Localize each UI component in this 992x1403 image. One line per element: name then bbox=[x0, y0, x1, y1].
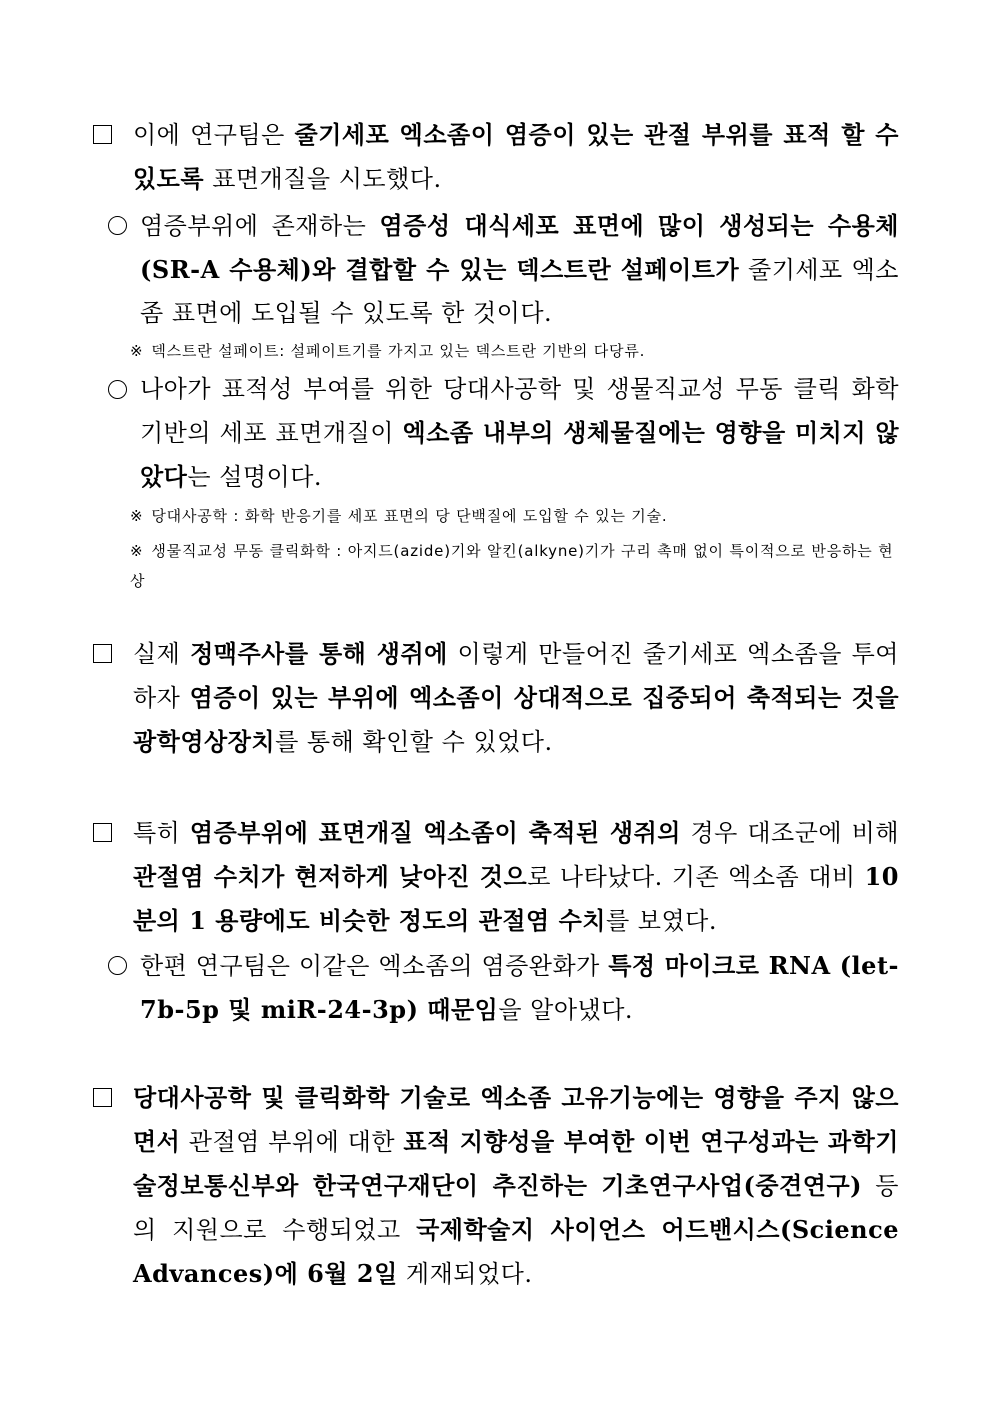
paragraph-3 bbox=[93, 811, 899, 943]
text-run: 경우 대조군에 비해 bbox=[680, 819, 900, 847]
square-bullet-icon bbox=[93, 113, 133, 158]
text-run: 로 나타났다. 기존 엑소좀 대비 bbox=[527, 863, 865, 891]
bold-run: 엑소좀 내부의 생체물질에는 영향을 미치지 않았다 bbox=[140, 418, 899, 491]
text-run: 등의 지원으로 수행되었고 bbox=[133, 1172, 899, 1244]
bold-run: 국제학술지 사이언스 어드밴시스(Science Advances)에 6월 2일 bbox=[133, 1215, 899, 1288]
reference-mark-icon: ※ bbox=[130, 507, 144, 525]
sub-paragraph-1b-text bbox=[140, 368, 899, 499]
bold-run: 정맥주사를 통해 생쥐에 bbox=[190, 639, 448, 668]
sub-paragraph-3a-text bbox=[140, 944, 899, 1032]
sub-paragraph-1b bbox=[108, 368, 899, 499]
paragraph-2-text bbox=[133, 632, 899, 764]
paragraph-4-text bbox=[133, 1076, 899, 1296]
reference-mark-icon: ※ bbox=[130, 542, 144, 560]
text-run: 를 통해 확인할 수 있었다. bbox=[275, 728, 553, 756]
square-bullet-icon bbox=[93, 632, 133, 677]
circle-bullet-icon bbox=[108, 944, 140, 989]
text-run: 를 보였다. bbox=[605, 907, 717, 935]
bold-run: 염증부위에 표면개질 엑소좀이 축적된 생쥐의 bbox=[189, 818, 681, 847]
text-run: 한편 연구팀은 이같은 엑소좀의 염증완화가 bbox=[140, 952, 609, 980]
text-run: 줄기세포 엑소좀 표면에 도입될 수 있도록 한 것이다. bbox=[140, 256, 899, 327]
paragraph-1-text bbox=[133, 113, 899, 201]
text-run: 이렇게 만들어진 줄기세포 엑소좀을 투여하자 bbox=[133, 640, 899, 712]
text-run: 이에 연구팀은 bbox=[133, 121, 295, 149]
bold-run: 10분의 1 용량에도 비슷한 정도의 관절염 수치 bbox=[133, 862, 899, 935]
footnote-text: 생물직교성 무동 클릭화학 : 아지드(azide)기와 알킨(alkyne)기가 구리 촉매 없이 특이적으로 반응하는 현상 bbox=[130, 542, 894, 590]
text-run: 게재되었다. bbox=[397, 1260, 533, 1288]
text-run: 특히 bbox=[133, 819, 190, 847]
square-bullet-icon bbox=[93, 811, 133, 856]
bold-run: 줄기세포 엑소좀이 염증이 있는 관절 부위를 표적 할 수 있도록 bbox=[133, 120, 899, 193]
text-run: 을 알아냈다. bbox=[498, 996, 634, 1024]
bold-run: 특정 마이크로 RNA (let-7b-5p 및 miR-24-3p) 때문임 bbox=[140, 951, 899, 1024]
footnote-text: 덱스트란 설페이트: 설페이트기를 가지고 있는 덱스트란 기반의 다당류. bbox=[151, 342, 646, 360]
bold-run: 관절염 수치가 현저하게 낮아진 것으 bbox=[133, 862, 528, 891]
paragraph-2 bbox=[93, 632, 899, 764]
text-run: 염증부위에 존재하는 bbox=[140, 212, 380, 240]
footnote-3 bbox=[130, 536, 900, 596]
square-bullet-icon bbox=[93, 1076, 133, 1121]
paragraph-3-text bbox=[133, 811, 899, 943]
circle-bullet-icon bbox=[108, 368, 140, 413]
text-run: 표면개질을 시도했다. bbox=[204, 165, 442, 193]
text-run: 실제 bbox=[133, 640, 191, 668]
bold-run: 염증성 대식세포 표면에 많이 생성되는 수용체(SR-A 수용체)와 결합할 수 있는 덱스트란 설페이트가 bbox=[140, 211, 899, 284]
bold-run: 염증이 있는 부위에 엑소좀이 상대적으로 집중되어 축적되는 것을 광학영상장치 bbox=[133, 683, 899, 756]
bold-run: 표적 지향성을 부여한 이번 연구성과는 과학기술정보통신부와 한국연구재단이 추진하는 기초연구사업(중견연구) bbox=[133, 1127, 899, 1200]
circle-bullet-icon bbox=[108, 204, 140, 249]
paragraph-4 bbox=[93, 1076, 899, 1296]
text-run: 는 설명이다. bbox=[187, 463, 323, 491]
paragraph-1 bbox=[93, 113, 899, 201]
text-run: 나아가 표적성 부여를 위한 당대사공학 및 생물직교성 무동 클릭 화학 기반의 세포 표면개질이 bbox=[140, 375, 899, 447]
footnote-2 bbox=[130, 501, 900, 531]
footnote-1 bbox=[130, 336, 900, 366]
text-run: 관절염 부위에 대한 bbox=[180, 1128, 404, 1156]
footnote-text: 당대사공학 : 화학 반응기를 세포 표면의 당 단백질에 도입할 수 있는 기술. bbox=[151, 507, 668, 525]
sub-paragraph-1a bbox=[108, 204, 899, 335]
sub-paragraph-3a bbox=[108, 944, 899, 1032]
reference-mark-icon: ※ bbox=[130, 342, 144, 360]
sub-paragraph-1a-text bbox=[140, 204, 899, 335]
bold-run: 당대사공학 및 클릭화학 기술로 엑소좀 고유기능에는 영향을 주지 않으면서 bbox=[133, 1083, 899, 1156]
